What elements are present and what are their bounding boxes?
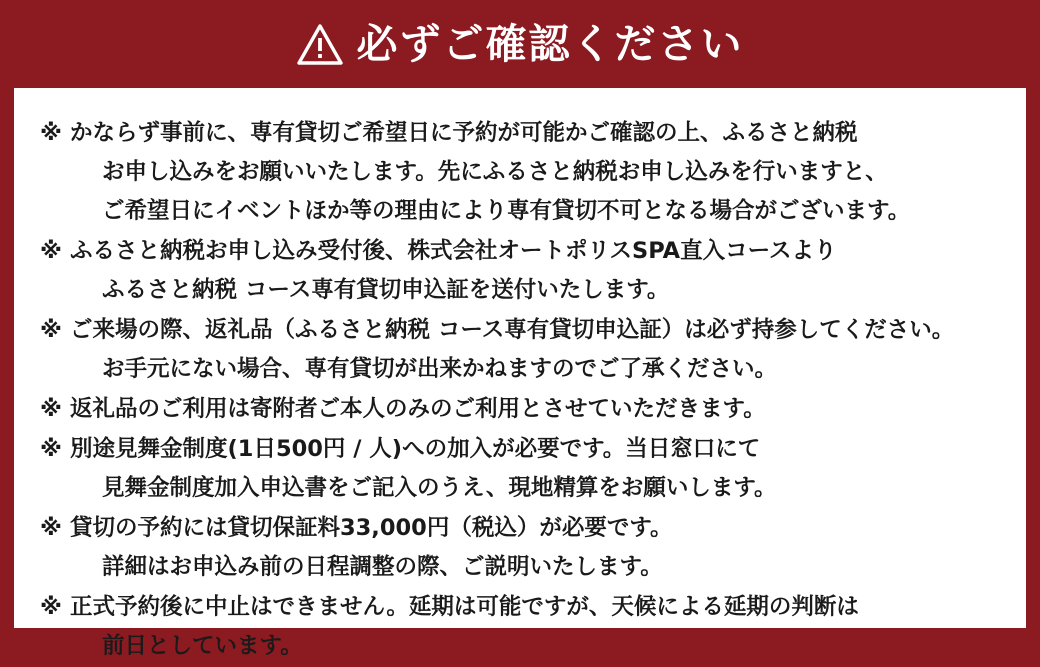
notice-header bbox=[0, 0, 1040, 88]
notice-line: ご希望日にイベントほか等の理由により専有貸切不可となる場合がございます。 bbox=[102, 198, 911, 224]
notice-line bbox=[8, 430, 1000, 469]
page-title: 必ずご確認ください bbox=[356, 19, 744, 68]
list-item bbox=[40, 588, 1000, 666]
notice-line-text: ご来場の際、返礼品（ふるさと納税 コース専有貸切申込証）は必ず持参してください。 bbox=[70, 317, 955, 343]
notice-list bbox=[40, 114, 1000, 667]
notice-line-text: かならず事前に、専有貸切ご希望日に予約が可能かご確認の上、ふるさと納税 bbox=[70, 120, 858, 146]
list-marker: ※ bbox=[40, 238, 62, 264]
notice-line: お申し込みをお願いいたします。先にふるさと納税お申し込みを行いますと、 bbox=[102, 159, 888, 185]
notice-line bbox=[8, 390, 1000, 429]
list-marker: ※ bbox=[40, 515, 62, 541]
warning-triangle-icon bbox=[297, 22, 343, 66]
notice-line: 前日としています。 bbox=[102, 633, 303, 659]
notice-body bbox=[14, 88, 1026, 659]
list-marker: ※ bbox=[40, 396, 62, 422]
notice-line: 見舞金制度加入申込書をご記入のうえ、現地精算をお願いします。 bbox=[102, 475, 777, 501]
notice-line-text: 返礼品のご利用は寄附者ご本人のみのご利用とさせていただきます。 bbox=[70, 396, 766, 422]
notice-line-text: 正式予約後に中止はできません。延期は可能ですが、天候による延期の判断は bbox=[70, 594, 859, 620]
list-item bbox=[40, 509, 1000, 587]
list-marker: ※ bbox=[40, 594, 62, 620]
notice-line bbox=[8, 232, 1000, 271]
notice-line-text: ふるさと納税お申し込み受付後、株式会社オートポリスSPA直入コースより bbox=[70, 238, 837, 264]
list-item bbox=[40, 114, 1000, 231]
notice-line bbox=[8, 311, 1000, 350]
notice-line: 詳細はお申込み前の日程調整の際、ご説明いたします。 bbox=[102, 554, 663, 580]
notice-line: ふるさと納税 コース専有貸切申込証を送付いたします。 bbox=[102, 277, 670, 303]
notice-line-text: 貸切の予約には貸切保証料33,000円（税込）が必要です。 bbox=[70, 515, 673, 541]
list-marker: ※ bbox=[40, 120, 62, 146]
list-item bbox=[40, 430, 1000, 508]
notice-line bbox=[8, 114, 1000, 153]
notice-line-text: 別途見舞金制度(1日500円 / 人)への加入が必要です。当日窓口にて bbox=[70, 436, 761, 462]
notice-line bbox=[8, 509, 1000, 548]
list-marker: ※ bbox=[40, 436, 62, 462]
list-item bbox=[40, 311, 1000, 389]
list-item bbox=[40, 390, 1000, 429]
notice-line bbox=[8, 588, 1000, 627]
list-item bbox=[40, 232, 1000, 310]
notice-line: お手元にない場合、専有貸切が出来かねますのでご了承ください。 bbox=[102, 356, 778, 382]
list-marker: ※ bbox=[40, 317, 62, 343]
